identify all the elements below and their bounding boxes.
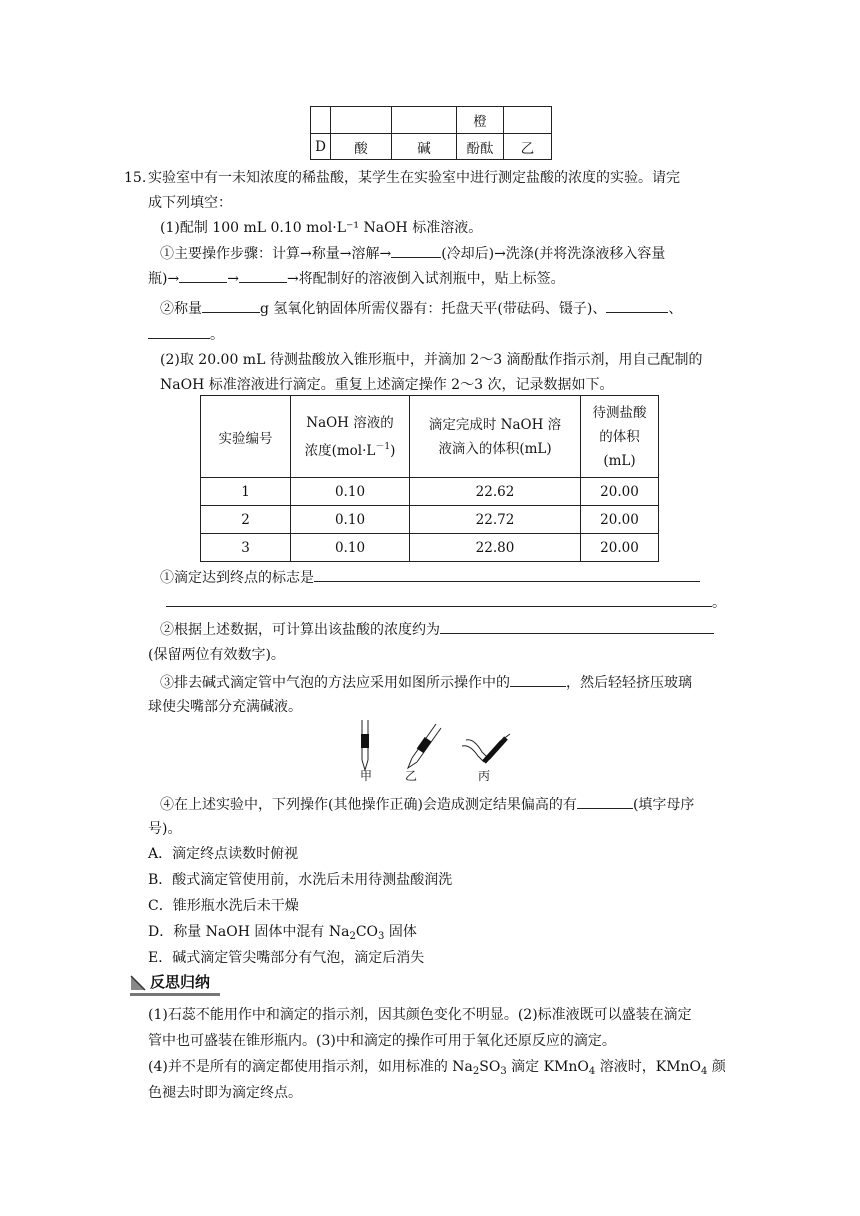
header-line xyxy=(291,435,409,463)
reflection-line-1: (1)石蕊不能用作中和滴定的指示剂，因其颜色变化不明显。(2)标准液既可以盛装在滴定 xyxy=(148,1007,692,1023)
text: ③排去碱式滴定管中气泡的方法应采用如图所示操作中的 xyxy=(160,675,510,691)
table-row xyxy=(201,478,659,506)
table-cell: 22.72 xyxy=(410,506,581,534)
error-question xyxy=(160,794,694,815)
header-line: (mL) xyxy=(603,452,636,469)
answer-blank[interactable] xyxy=(314,567,700,582)
endpoint-question xyxy=(160,567,700,588)
top-cell xyxy=(331,107,392,134)
part1-steps-line-2 xyxy=(148,268,565,289)
reflection-heading xyxy=(130,972,230,994)
text: ②称量 xyxy=(160,301,202,317)
header-naoh-volume xyxy=(410,396,581,478)
part1-steps-line xyxy=(160,243,665,264)
subscript: 4 xyxy=(701,1066,708,1077)
text: 瓶)→ xyxy=(148,271,180,287)
figure-label-yi: 乙 xyxy=(405,769,418,783)
text: ①主要操作步骤：计算→称量→溶解→ xyxy=(160,246,392,262)
text: →将配制好的溶液倒入试剂瓶中，贴上标签。 xyxy=(286,271,565,287)
table-cell: 22.80 xyxy=(410,534,581,562)
top-cell: 乙 xyxy=(504,134,552,160)
text: (4)并不是所有的滴定都使用指示剂，如用标准的 Na xyxy=(148,1059,473,1075)
error-question-line-2: 号)。 xyxy=(148,821,182,837)
text: ，然后轻轻挤压玻璃 xyxy=(566,675,692,691)
table-cell: 22.62 xyxy=(410,478,581,506)
subscript: 3 xyxy=(500,1066,507,1077)
bubble-question xyxy=(160,672,692,693)
text: CO xyxy=(355,924,379,940)
part1-weigh-line xyxy=(160,298,682,319)
table-row xyxy=(201,534,659,562)
text: SO xyxy=(479,1059,501,1075)
part2-line-1: (2)取 20.00 mL 待测盐酸放入锥形瓶中，并滴加 2～3 滴酚酞作指示剂，用自己配制的 xyxy=(160,352,703,368)
header-line: 液滴入的体积(mL) xyxy=(438,440,552,457)
answer-blank[interactable] xyxy=(577,794,633,809)
option-b: B．酸式滴定管使用前，水洗后未用待测盐酸润洗 xyxy=(148,872,453,888)
reflection-line-3 xyxy=(148,1057,726,1082)
subscript: 2 xyxy=(349,931,356,942)
answer-blank[interactable] xyxy=(391,243,441,258)
top-cell: 酸 xyxy=(331,134,392,160)
reflection-line-2: 管中也可盛装在锥形瓶内。(3)中和滴定的操作可用于氧化还原反应的滴定。 xyxy=(148,1033,616,1049)
text: 浓度(mol·L xyxy=(304,442,376,459)
text: D．称量 NaOH 固体中混有 Na xyxy=(148,924,350,940)
table-cell: 20.00 xyxy=(581,478,659,506)
text: ②根据上述数据，可计算出该盐酸的浓度约为 xyxy=(160,622,440,638)
option-c: C．锥形瓶水洗后未干燥 xyxy=(148,898,299,914)
table-cell: 0.10 xyxy=(291,506,410,534)
table-cell: 1 xyxy=(201,478,291,506)
header-hcl-volume xyxy=(581,396,659,478)
text: → xyxy=(227,271,239,287)
burette-bing-icon xyxy=(462,734,510,762)
answer-blank[interactable] xyxy=(606,298,668,313)
figure-label-bing: 丙 xyxy=(478,769,491,783)
text: 颜 xyxy=(707,1059,726,1075)
table-cell: 20.00 xyxy=(581,534,659,562)
superscript: －1 xyxy=(375,441,391,452)
table-row xyxy=(201,506,659,534)
top-cell xyxy=(504,107,552,134)
titration-data-table xyxy=(200,395,659,562)
table-cell: 3 xyxy=(201,534,291,562)
subscript: 2 xyxy=(472,1066,480,1077)
endpoint-question-line-2 xyxy=(166,592,726,613)
header-line: 的体积 xyxy=(599,428,640,445)
header-line: 待测盐酸 xyxy=(592,404,647,421)
answer-blank[interactable] xyxy=(166,592,712,607)
part1-weigh-line-2 xyxy=(148,324,224,345)
top-cell xyxy=(392,107,457,134)
text: 溶液时，KMnO xyxy=(595,1059,702,1075)
burette-jia-icon xyxy=(361,720,369,770)
top-cell: 碱 xyxy=(392,134,457,160)
top-cell: D xyxy=(311,134,331,160)
figure-label-jia: 甲 xyxy=(360,769,373,783)
option-e: E．碱式滴定管尖嘴部分有气泡，滴定后消失 xyxy=(148,950,425,966)
answer-blank[interactable] xyxy=(239,268,287,283)
heading-marker-icon xyxy=(130,975,144,989)
text: ①滴定达到终点的标志是 xyxy=(160,570,314,586)
subscript: 3 xyxy=(378,931,385,942)
text: g 氢氧化钠固体所需仪器有：托盘天平(带砝码、镊子)、 xyxy=(260,301,607,317)
question-number: 15. xyxy=(124,170,147,186)
text: ④在上述实验中，下列操作(其他操作正确)会造成测定结果偏高的有 xyxy=(160,797,577,813)
top-cell: 橙 xyxy=(457,107,504,134)
concentration-note: (保留两位有效数字)。 xyxy=(148,647,285,663)
text: ) xyxy=(390,442,396,459)
header-naoh-concentration xyxy=(291,396,410,478)
part1-title: (1)配制 100 mL 0.10 mol·L⁻¹ NaOH 标准溶液。 xyxy=(160,220,483,236)
text: 滴定 KMnO xyxy=(506,1059,589,1075)
header-line: NaOH 溶液的 xyxy=(306,414,394,431)
heading-underline xyxy=(130,993,220,996)
top-cell xyxy=(311,107,331,134)
text: 、 xyxy=(668,301,683,317)
concentration-question xyxy=(160,619,714,640)
burette-yi-icon xyxy=(408,724,441,768)
answer-blank[interactable] xyxy=(148,324,210,339)
answer-blank[interactable] xyxy=(202,298,260,313)
intro-line-2: 成下列填空： xyxy=(148,195,232,211)
table-cell: 20.00 xyxy=(581,506,659,534)
top-table xyxy=(310,106,552,160)
answer-blank[interactable] xyxy=(179,268,227,283)
header-line: 滴定完成时 NaOH 溶 xyxy=(428,416,562,433)
text: (填字母序 xyxy=(632,797,695,813)
option-a: A．滴定终点读数时俯视 xyxy=(148,846,299,862)
header-experiment-number: 实验编号 xyxy=(201,396,291,478)
subscript: 4 xyxy=(588,1066,596,1077)
answer-blank[interactable] xyxy=(510,672,566,687)
text: (冷却后)→洗涤(并将洗涤液移入容量 xyxy=(441,246,666,262)
intro-line-1: 实验室中有一未知浓度的稀盐酸，某学生在实验室中进行测定盐酸的浓度的实验。请完 xyxy=(148,170,680,186)
top-cell: 酚酞 xyxy=(457,134,504,160)
table-cell: 0.10 xyxy=(291,478,410,506)
option-d xyxy=(148,922,417,947)
table-cell: 0.10 xyxy=(291,534,410,562)
part2-line-2: NaOH 标准溶液进行滴定。重复上述滴定操作 2～3 次，记录数据如下。 xyxy=(160,377,614,393)
text: 固体 xyxy=(384,924,417,940)
answer-blank[interactable] xyxy=(440,619,714,634)
text: 。 xyxy=(210,327,224,343)
reflection-title: 反思归纳 xyxy=(150,973,211,991)
table-cell: 2 xyxy=(201,506,291,534)
text: 。 xyxy=(712,595,726,611)
bubble-question-line-2: 球使尖嘴部分充满碱液。 xyxy=(148,699,302,715)
reflection-line-4: 色褪去时即为滴定终点。 xyxy=(148,1085,302,1101)
